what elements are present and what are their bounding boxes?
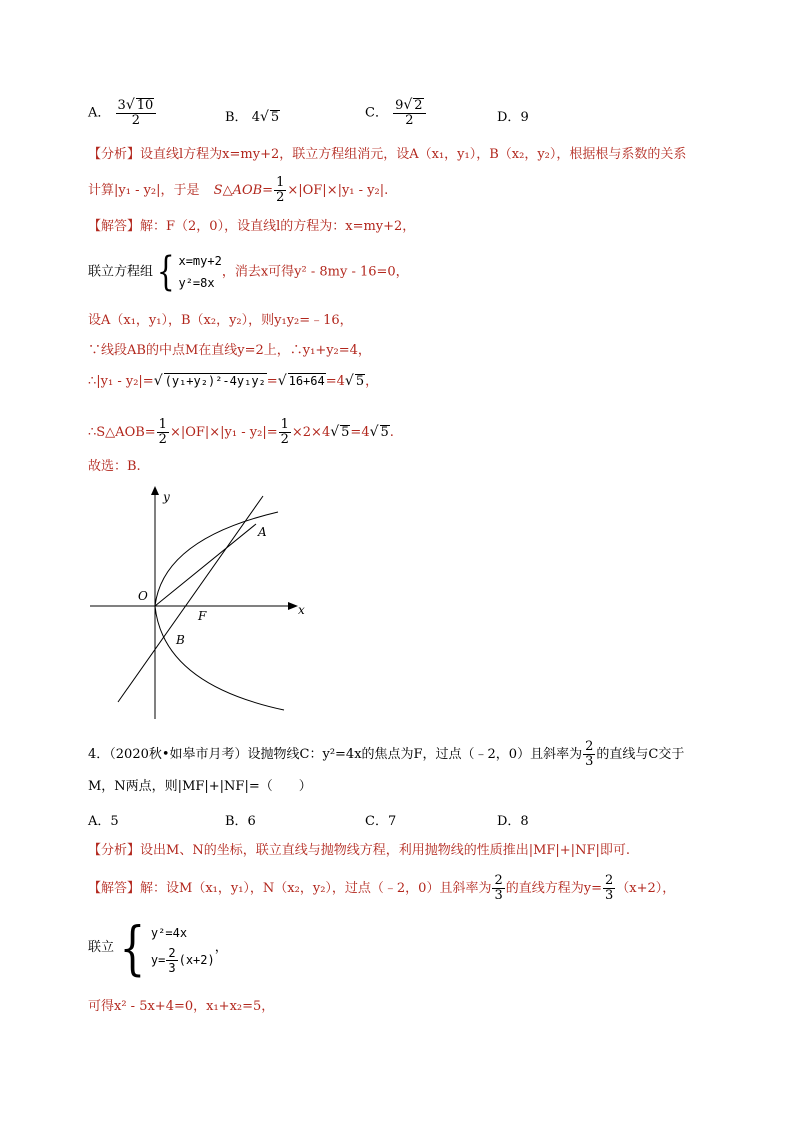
q4-option-a (88, 810, 119, 829)
system-eq2: y²=8x (178, 276, 215, 290)
option-a-fraction: $\frac{3√ 10}{2}$ (116, 98, 157, 128)
option-c-coef: 9 (395, 98, 404, 113)
option-a-denominator: 2 (131, 113, 141, 128)
label-o: O (138, 589, 148, 603)
radicand-expression: (y₁+y₂)²-4y₁y₂ (164, 374, 266, 388)
q4-equation-system (151, 920, 215, 975)
label-x: x (298, 603, 305, 617)
slope-den: 3 (585, 754, 594, 769)
q3-solution-line1 (88, 218, 415, 236)
option-b: B． 4√ 5 (225, 109, 280, 125)
eq-sign: = (266, 374, 278, 389)
q4-last-line (88, 998, 274, 1016)
parabola-graph (88, 484, 318, 724)
q4-sys-eq2-b: (x+2) (178, 953, 215, 967)
q4-frac-2-num: 2 (604, 873, 614, 888)
solution-text-6a: ∴S△AOB= (88, 425, 156, 440)
conclusion-text: 故选：B. (88, 459, 141, 474)
solution-text-4: ∵线段AB的中点M在直线y=2上，∴y₁+y₂=4， (88, 343, 371, 358)
q4-sys-eq2-a: y= (150, 953, 166, 967)
x-axis-arrow (288, 602, 298, 610)
half-fraction-3: $\frac{1}{2}$ (280, 417, 289, 447)
solution-text-6d: =4 (350, 425, 370, 440)
analysis-text-2a: 计算|y₁ - y₂|，于是 (88, 183, 200, 198)
q4-system-suffix: ， (214, 940, 228, 955)
label-a: A (258, 525, 267, 539)
line6-radicand-2: 5 (380, 425, 389, 440)
q3-solution-line3 (88, 312, 353, 330)
result-coef: =4 (325, 374, 345, 389)
analysis-tag: 【分析】 (88, 147, 141, 162)
system-eq1: x=my+2 (178, 254, 222, 268)
option-c (365, 98, 427, 128)
q4-option-c (365, 810, 396, 829)
system-suffix: ，消去x可得y² - 8my - 16=0， (221, 264, 409, 280)
line-oa (155, 524, 256, 606)
q4-frac-2-den: 3 (604, 888, 614, 903)
q4-last-line-text: 可得x² - 5x+4=0，x₁+x₂=5， (88, 999, 275, 1014)
q4-opt-c: C．7 (365, 814, 397, 829)
q4-stem-line1 (88, 740, 684, 769)
q4-frac-1-den: 3 (494, 888, 503, 903)
solution-text-6b: ×|OF|×|y₁ - y₂|= (169, 425, 278, 440)
q4-system-prefix: 联立 (88, 940, 115, 955)
q4-solution-line1 (88, 874, 675, 903)
q4-stem-line2-text: M，N两点，则|MF|+|NF|=（ ） (88, 779, 312, 794)
option-a-radicand: 10 (136, 98, 154, 113)
q4-sys-frac (166, 946, 177, 975)
option-a-label: A． (88, 105, 111, 121)
q4-analysis-tag: 【分析】 (88, 843, 141, 858)
label-b: B (176, 633, 185, 647)
q4-stem-a: 4．（2020秋•如皋市月考）设抛物线C：y²=4x的焦点为F，过点（﹣2，0）且斜率为 (88, 747, 583, 762)
q4-sys-frac-num: 2 (168, 946, 176, 960)
q4-solution-c: （x+2）， (616, 881, 676, 896)
q3-solution-line6: ∴S△AOB= $\frac{1}{2}$ ×|OF|×|y₁ - y₂|= $\frac{1}{2}$ ×2×4√ 5=4√ 5. (88, 417, 394, 447)
q4-brace: { (119, 913, 146, 982)
line5-end: ， (365, 374, 379, 389)
q4-analysis (88, 842, 630, 860)
solution-text-3: 设A（x₁，y₁），B（x₂，y₂），则y₁y₂=﹣16， (88, 313, 353, 328)
q4-option-d (497, 810, 529, 829)
q4-opt-b: B．6 (225, 814, 256, 829)
q4-option-b (225, 810, 256, 829)
analysis-area-symbol: S△AOB= (213, 183, 274, 198)
q4-frac-1-num: 2 (494, 873, 503, 888)
line6-end: . (389, 425, 394, 440)
q4-sys-eq2 (151, 946, 215, 975)
q4-frac-1 (492, 874, 504, 903)
q4-solution-a: 解：设M（x₁，y₁），N（x₂，y₂），过点（﹣2，0）且斜率为 (140, 881, 492, 896)
option-c-label: C． (365, 105, 388, 121)
option-a (88, 98, 157, 128)
q4-solution-b: 的直线方程为y= (505, 881, 602, 896)
q4-system (88, 913, 228, 982)
equation-system (178, 250, 221, 294)
q4-stem-b: 的直线与C交于 (596, 747, 685, 762)
q3-solution-line5: ∴|y₁ - y₂|=√ (y₁+y₂)²-4y₁y₂=√ 16+64=4√ 5， (88, 373, 379, 389)
q3-analysis-line1 (88, 146, 686, 164)
analysis-text-2b: ×|OF|×|y₁ - y₂|. (287, 183, 389, 198)
q4-solution-tag: 【解答】 (88, 881, 141, 896)
analysis-text: 设直线l方程为x=my+2，联立方程组消元，设A（x₁，y₁），B（x₂，y₂），根据根与系数的关系 (140, 147, 687, 162)
option-a-coef: 3 (117, 98, 126, 113)
q3-solution-line4 (88, 342, 371, 360)
q3-solution-system (88, 250, 409, 295)
slope-num: 2 (585, 739, 594, 754)
option-d-value: 9 (520, 110, 529, 125)
option-d-label: D． (497, 110, 521, 125)
q4-slope-fraction (583, 740, 595, 769)
label-f: F (198, 609, 207, 623)
line6-radicand: 5 (341, 425, 350, 440)
half-fraction: $\frac{1}{2}$ (276, 175, 285, 205)
option-d (497, 106, 529, 125)
option-b-label: B． (225, 110, 248, 125)
half-fraction-2: $\frac{1}{2}$ (158, 417, 167, 447)
solution-text-6c: ×2×4 (291, 425, 331, 440)
result-radicand: 5 (355, 374, 365, 389)
label-y: y (163, 490, 170, 504)
option-c-denominator: 2 (405, 113, 414, 128)
option-b-coef: 4 (251, 110, 260, 125)
solution-tag: 【解答】 (88, 219, 141, 234)
solution-text-1: 解：F（2，0），设直线l的方程为：x=my+2， (140, 219, 416, 234)
solution-text-5a: ∴|y₁ - y₂|= (88, 374, 154, 389)
q4-sys-eq1: y²=4x (150, 926, 188, 940)
q3-conclusion (88, 458, 141, 476)
q4-stem-line2 (88, 778, 312, 796)
brace-symbol: { (156, 249, 175, 295)
y-axis-arrow (151, 486, 159, 495)
radicand-sum: 16+64 (288, 374, 325, 388)
parabola-curve (155, 512, 284, 710)
q4-analysis-text: 设出M、N的坐标，联立直线与抛物线方程，利用抛物线的性质推出|MF|+|NF|即可. (140, 843, 630, 858)
option-c-radicand: 2 (414, 98, 423, 113)
q3-analysis-line2 (88, 176, 388, 205)
system-prefix: 联立方程组 (88, 264, 154, 280)
q4-opt-d: D．8 (497, 814, 529, 829)
q4-opt-a: A．5 (88, 814, 119, 829)
option-b-radicand: 5 (270, 110, 280, 125)
q4-sys-frac-den: 3 (168, 961, 176, 975)
q4-frac-2 (603, 874, 615, 903)
option-c-fraction: $\frac{9√ 2}{2}$ (393, 98, 425, 128)
